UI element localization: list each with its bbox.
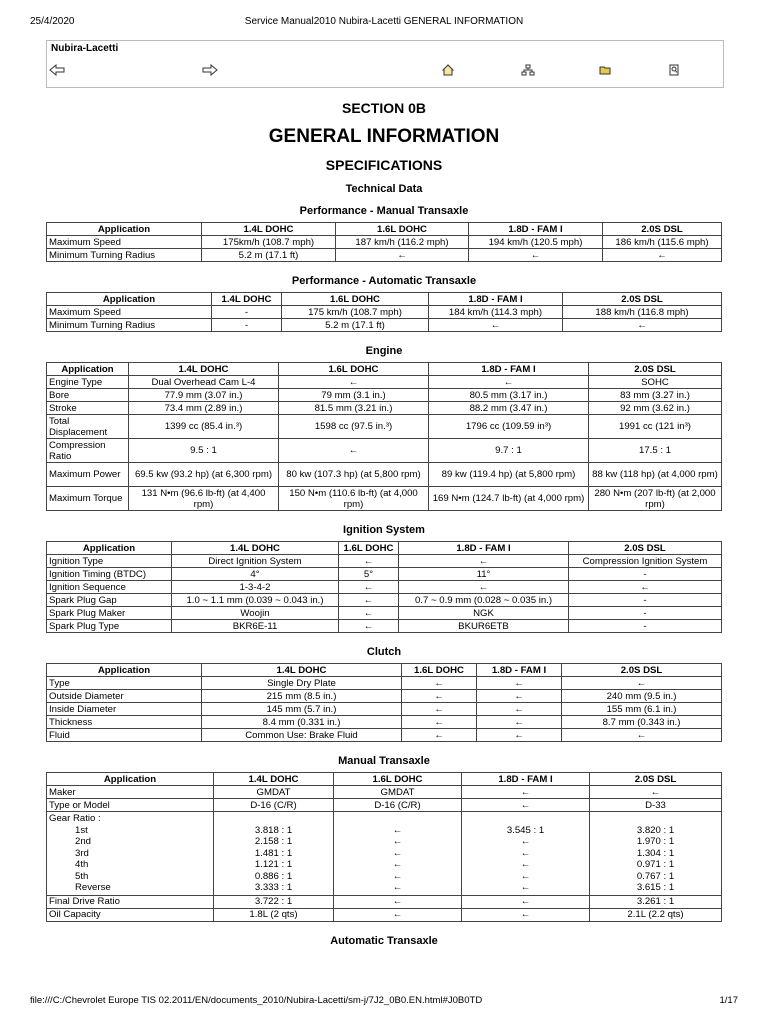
- table-cell: ←: [477, 729, 562, 742]
- table-cell: Woojin: [172, 607, 339, 620]
- table-row: [47, 555, 722, 568]
- gear-values-2-0s: [590, 812, 722, 896]
- table-cell: ←: [402, 729, 477, 742]
- ignition-heading: Ignition System: [343, 524, 425, 536]
- table-cell: ←: [402, 716, 477, 729]
- col-header: 1.4L DOHC: [214, 773, 334, 786]
- row-label: Spark Plug Maker: [47, 607, 172, 620]
- table-row: [47, 799, 722, 812]
- table-cell: ←: [339, 581, 399, 594]
- col-header: 1.8D - FAM I: [477, 664, 562, 677]
- table-cell: ←: [477, 703, 562, 716]
- table-cell: 184 km/h (114.3 mph): [429, 306, 563, 319]
- table-cell: D-33: [590, 799, 722, 812]
- table-row: [47, 319, 722, 332]
- table-cell: NGK: [399, 607, 569, 620]
- gear-value: 1.481 : 1: [254, 847, 293, 859]
- file-url: file:///C:/Chevrolet Europe TIS 02.2011/EN/documents_2010/Nubira-Lacetti/sm-j/7J2_0B0.EN.html#J0B0TD: [30, 995, 483, 1006]
- table-cell: ←: [562, 677, 722, 690]
- table-cell: Compression Ignition System: [569, 555, 722, 568]
- col-header: 2.0S DSL: [589, 363, 722, 376]
- col-header: 1.4L DOHC: [212, 293, 282, 306]
- table-cell: 187 km/h (116.2 mph): [336, 236, 469, 249]
- table-cell: ←: [399, 555, 569, 568]
- table-cell: 175 km/h (108.7 mph): [282, 306, 429, 319]
- table-cell: 1796 cc (109.59 in³): [429, 415, 589, 439]
- row-label: Compression Ratio: [47, 439, 129, 463]
- engine-heading: Engine: [365, 345, 403, 357]
- table-cell: ←: [569, 581, 722, 594]
- table-cell: 1-3-4-2: [172, 581, 339, 594]
- gear-value: 3.615 : 1: [636, 882, 675, 893]
- col-header: 1.4L DOHC: [172, 542, 339, 555]
- table-cell: 17.5 : 1: [589, 439, 722, 463]
- sitemap-icon[interactable]: [520, 63, 536, 77]
- specifications-heading: SPECIFICATIONS: [325, 157, 443, 173]
- col-header: 2.0S DSL: [590, 773, 722, 786]
- table-cell: ←: [477, 690, 562, 703]
- table-cell: ←: [339, 620, 399, 633]
- table-row: [47, 703, 722, 716]
- engine-table: [46, 362, 722, 511]
- table-cell: 3.722 : 1: [214, 895, 334, 908]
- table-cell: ←: [462, 786, 590, 799]
- clutch-heading: Clutch: [366, 646, 402, 658]
- table-header-row: [47, 773, 722, 786]
- row-label: Type: [47, 677, 202, 690]
- table-cell: 8.4 mm (0.331 in.): [202, 716, 402, 729]
- table-cell: 77.9 mm (3.07 in.): [129, 389, 279, 402]
- col-header: Application: [47, 542, 172, 555]
- manual-transaxle-heading: Manual Transaxle: [338, 755, 430, 767]
- table-row: [47, 236, 722, 249]
- section-heading: SECTION 0B: [341, 100, 426, 116]
- gear-value: 0.971 : 1: [636, 859, 675, 870]
- row-label: Engine Type: [47, 376, 129, 389]
- table-cell: 186 km/h (115.6 mph): [603, 236, 722, 249]
- gear-value: 1.304 : 1: [636, 847, 675, 859]
- page-title: GENERAL INFORMATION: [268, 126, 500, 147]
- table-cell: 2.1L (2.2 qts): [590, 908, 722, 921]
- col-header: 1.6L DOHC: [339, 542, 399, 555]
- table-cell: 8.7 mm (0.343 in.): [562, 716, 722, 729]
- table-cell: ←: [429, 319, 563, 332]
- col-header: 1.8D - FAM I: [399, 542, 569, 555]
- row-label: Inside Diameter: [47, 703, 202, 716]
- col-header: Application: [47, 664, 202, 677]
- col-header: 1.4L DOHC: [202, 223, 336, 236]
- table-cell: Dual Overhead Cam L-4: [129, 376, 279, 389]
- table-cell: 1598 cc (97.5 in.³): [279, 415, 429, 439]
- table-cell: 88.2 mm (3.47 in.): [429, 402, 589, 415]
- table-cell: 73.4 mm (2.89 in.): [129, 402, 279, 415]
- gear-values-1-6l: [334, 812, 462, 896]
- row-label: Final Drive Ratio: [47, 895, 214, 908]
- table-cell: 80 kw (107.3 hp) (at 5,800 rpm): [279, 463, 429, 487]
- brand-label: Nubira-Lacetti: [51, 43, 119, 54]
- gear-value: ←: [392, 836, 403, 847]
- perf-manual-heading: Performance - Manual Transaxle: [299, 205, 469, 217]
- table-cell: ←: [462, 799, 590, 812]
- print-date: 25/4/2020: [30, 16, 75, 27]
- gear-values-1-8d: [462, 812, 590, 896]
- table-cell: ←: [469, 249, 603, 262]
- table-row: [47, 607, 722, 620]
- col-header: 1.6L DOHC: [336, 223, 469, 236]
- table-row: [47, 376, 722, 389]
- table-cell: ←: [477, 677, 562, 690]
- gear-value: ←: [520, 870, 531, 882]
- table-row: [47, 463, 722, 487]
- table-header-row: [47, 293, 722, 306]
- table-cell: 1991 cc (121 in³): [589, 415, 722, 439]
- table-header-row: [47, 542, 722, 555]
- table-row: [47, 581, 722, 594]
- gear-value: ←: [520, 836, 531, 847]
- gear-value: ←: [392, 847, 403, 859]
- gear-value: 3.820 : 1: [636, 824, 675, 836]
- table-cell: 83 mm (3.27 in.): [589, 389, 722, 402]
- table-row: [47, 249, 722, 262]
- manual-transaxle-table: [46, 772, 722, 922]
- print-title: Service Manual2010 Nubira-Lacetti GENERAL INFORMATION: [244, 16, 524, 27]
- gear-value: ←: [392, 824, 403, 836]
- table-cell: -: [569, 568, 722, 581]
- table-row: [47, 908, 722, 921]
- table-cell: -: [212, 306, 282, 319]
- table-cell: ←: [429, 376, 589, 389]
- row-label: Outside Diameter: [47, 690, 202, 703]
- table-cell: 5.2 m (17.1 ft): [202, 249, 336, 262]
- col-header: 1.6L DOHC: [402, 664, 477, 677]
- table-cell: 215 mm (8.5 in.): [202, 690, 402, 703]
- page-number: 1/17: [719, 995, 738, 1006]
- col-header: Application: [47, 223, 202, 236]
- gear-name: 4th: [75, 859, 89, 870]
- table-cell: ←: [336, 249, 469, 262]
- table-cell: ←: [339, 555, 399, 568]
- table-cell: 89 kw (119.4 hp) (at 5,800 rpm): [429, 463, 589, 487]
- table-cell: GMDAT: [334, 786, 462, 799]
- table-cell: 194 km/h (120.5 mph): [469, 236, 603, 249]
- row-label: Spark Plug Type: [47, 620, 172, 633]
- table-cell: 92 mm (3.62 in.): [589, 402, 722, 415]
- gear-name: Reverse: [75, 882, 111, 893]
- table-cell: 150 N•m (110.6 lb-ft) (at 4,000 rpm): [279, 487, 429, 511]
- row-label: Spark Plug Gap: [47, 594, 172, 607]
- table-cell: 3.261 : 1: [590, 895, 722, 908]
- col-header: 2.0S DSL: [603, 223, 722, 236]
- table-cell: BKUR6ETB: [399, 620, 569, 633]
- table-cell: 131 N•m (96.6 lb-ft) (at 4,400 rpm): [129, 487, 279, 511]
- print-header: [30, 16, 738, 30]
- gear-value: 1.970 : 1: [636, 836, 675, 847]
- clutch-table: [46, 663, 722, 742]
- table-row: [47, 620, 722, 633]
- table-cell: ←: [402, 690, 477, 703]
- table-row: [47, 439, 722, 463]
- table-cell: ←: [334, 908, 462, 921]
- technical-data-heading: Technical Data: [345, 183, 423, 195]
- perf-auto-table: [46, 292, 722, 332]
- table-cell: 188 km/h (116.8 mph): [563, 306, 722, 319]
- table-cell: ←: [339, 607, 399, 620]
- table-cell: D-16 (C/R): [334, 799, 462, 812]
- row-label: Maker: [47, 786, 214, 799]
- col-header: 1.8D - FAM I: [469, 223, 603, 236]
- table-row: [47, 677, 722, 690]
- col-header: 1.8D - FAM I: [429, 363, 589, 376]
- gear-name: 3rd: [75, 847, 89, 859]
- table-cell: -: [212, 319, 282, 332]
- table-cell: Common Use: Brake Fluid: [202, 729, 402, 742]
- table-cell: ←: [477, 716, 562, 729]
- table-cell: ←: [334, 895, 462, 908]
- table-cell: -: [569, 620, 722, 633]
- table-row: [47, 690, 722, 703]
- table-cell: 5°: [339, 568, 399, 581]
- search-icon[interactable]: [666, 63, 682, 77]
- home-icon[interactable]: [440, 63, 456, 77]
- table-cell: 0.7 ~ 0.9 mm (0.028 ~ 0.035 in.): [399, 594, 569, 607]
- gear-value: ←: [520, 859, 531, 870]
- table-cell: Single Dry Plate: [202, 677, 402, 690]
- table-cell: -: [569, 607, 722, 620]
- folder-icon[interactable]: [597, 63, 613, 77]
- table-cell: SOHC: [589, 376, 722, 389]
- table-cell: GMDAT: [214, 786, 334, 799]
- table-cell: ←: [402, 677, 477, 690]
- row-label: Bore: [47, 389, 129, 402]
- print-footer: [30, 995, 738, 1006]
- gear-value: 3.333 : 1: [254, 882, 293, 893]
- table-row: [47, 306, 722, 319]
- table-cell: 4°: [172, 568, 339, 581]
- table-row: [47, 568, 722, 581]
- table-cell: 9.5 : 1: [129, 439, 279, 463]
- row-label: Maximum Speed: [47, 236, 202, 249]
- table-cell: -: [569, 594, 722, 607]
- table-row: [47, 895, 722, 908]
- table-cell: 88 kw (118 hp) (at 4,000 rpm): [589, 463, 722, 487]
- col-header: 1.6L DOHC: [334, 773, 462, 786]
- table-row: [47, 786, 722, 799]
- col-header: 1.4L DOHC: [202, 664, 402, 677]
- table-cell: 155 mm (6.1 in.): [562, 703, 722, 716]
- gear-name: 5th: [75, 870, 89, 882]
- table-cell: 1.0 ~ 1.1 mm (0.039 ~ 0.043 in.): [172, 594, 339, 607]
- table-row: [47, 402, 722, 415]
- table-cell: ←: [402, 703, 477, 716]
- gear-value: 2.158 : 1: [254, 836, 293, 847]
- table-cell: 79 mm (3.1 in.): [279, 389, 429, 402]
- document-content: [46, 98, 722, 952]
- forward-arrow-icon[interactable]: [202, 63, 218, 77]
- gear-value: ←: [392, 870, 403, 882]
- table-cell: 80.5 mm (3.17 in.): [429, 389, 589, 402]
- ignition-table: [46, 541, 722, 633]
- table-row: [47, 812, 722, 896]
- row-label: Ignition Sequence: [47, 581, 172, 594]
- gear-name: 1st: [75, 824, 88, 836]
- table-cell: 1399 cc (85.4 in.³): [129, 415, 279, 439]
- table-cell: ←: [562, 729, 722, 742]
- gear-ratio-label: Gear Ratio :: [49, 813, 101, 824]
- gear-value: ←: [520, 847, 531, 859]
- gear-ratio-labels: [47, 812, 214, 896]
- table-cell: 5.2 m (17.1 ft): [282, 319, 429, 332]
- table-row: [47, 415, 722, 439]
- table-row: [47, 389, 722, 402]
- gear-value: 3.818 : 1: [254, 824, 293, 836]
- table-cell: 69.5 kw (93.2 hp) (at 6,300 rpm): [129, 463, 279, 487]
- table-cell: ←: [462, 895, 590, 908]
- table-cell: ←: [279, 439, 429, 463]
- table-cell: BKR6E-11: [172, 620, 339, 633]
- table-cell: ←: [590, 786, 722, 799]
- table-cell: ←: [603, 249, 722, 262]
- row-label: Stroke: [47, 402, 129, 415]
- col-header: 1.6L DOHC: [279, 363, 429, 376]
- table-row: [47, 487, 722, 511]
- row-label: Maximum Torque: [47, 487, 129, 511]
- row-label: Fluid: [47, 729, 202, 742]
- table-cell: 175km/h (108.7 mph): [202, 236, 336, 249]
- col-header: Application: [47, 293, 212, 306]
- col-header: 2.0S DSL: [562, 664, 722, 677]
- col-header: 2.0S DSL: [563, 293, 722, 306]
- gear-value: 0.886 : 1: [254, 870, 293, 882]
- gear-value: ←: [392, 882, 403, 893]
- table-cell: ←: [399, 581, 569, 594]
- table-cell: Direct Ignition System: [172, 555, 339, 568]
- table-row: [47, 729, 722, 742]
- table-cell: 280 N•m (207 lb-ft) (at 2,000 rpm): [589, 487, 722, 511]
- table-cell: 11°: [399, 568, 569, 581]
- row-label: Ignition Timing (BTDC): [47, 568, 172, 581]
- col-header: 2.0S DSL: [569, 542, 722, 555]
- row-label: Type or Model: [47, 799, 214, 812]
- table-row: [47, 716, 722, 729]
- col-header: Application: [47, 773, 214, 786]
- gear-values-1-4l: [214, 812, 334, 896]
- col-header: 1.6L DOHC: [282, 293, 429, 306]
- col-header: 1.4L DOHC: [129, 363, 279, 376]
- row-label: Ignition Type: [47, 555, 172, 568]
- gear-name: 2nd: [75, 836, 92, 847]
- table-row: [47, 594, 722, 607]
- row-label: Minimum Turning Radius: [47, 319, 212, 332]
- table-cell: ←: [563, 319, 722, 332]
- col-header: 1.8D - FAM I: [429, 293, 563, 306]
- gear-value: 0.767 : 1: [636, 870, 675, 882]
- row-label: Minimum Turning Radius: [47, 249, 202, 262]
- table-cell: 145 mm (5.7 in.): [202, 703, 402, 716]
- navigation-bar: [46, 40, 724, 88]
- table-cell: 169 N•m (124.7 lb-ft) (at 4,000 rpm): [429, 487, 589, 511]
- table-cell: ←: [462, 908, 590, 921]
- row-label: Total Displacement: [47, 415, 129, 439]
- row-label: Thickness: [47, 716, 202, 729]
- table-cell: 81.5 mm (3.21 in.): [279, 402, 429, 415]
- table-cell: 240 mm (9.5 in.): [562, 690, 722, 703]
- table-cell: 9.7 : 1: [429, 439, 589, 463]
- row-label: Oil Capacity: [47, 908, 214, 921]
- row-label: Maximum Power: [47, 463, 129, 487]
- table-header-row: [47, 223, 722, 236]
- table-header-row: [47, 363, 722, 376]
- gear-value: ←: [392, 859, 403, 870]
- row-label: Maximum Speed: [47, 306, 212, 319]
- table-cell: ←: [339, 594, 399, 607]
- table-cell: 1.8L (2 qts): [214, 908, 334, 921]
- gear-value: 3.545 : 1: [506, 824, 545, 836]
- perf-manual-table: [46, 222, 722, 262]
- table-header-row: [47, 664, 722, 677]
- automatic-transaxle-heading: Automatic Transaxle: [330, 934, 438, 947]
- col-header: Application: [47, 363, 129, 376]
- gear-value: 1.121 : 1: [254, 859, 293, 870]
- col-header: 1.8D - FAM I: [462, 773, 590, 786]
- table-cell: ←: [279, 376, 429, 389]
- back-arrow-icon[interactable]: [49, 63, 65, 77]
- table-cell: D-16 (C/R): [214, 799, 334, 812]
- gear-value: ←: [520, 882, 531, 893]
- perf-auto-heading: Performance - Automatic Transaxle: [291, 275, 477, 287]
